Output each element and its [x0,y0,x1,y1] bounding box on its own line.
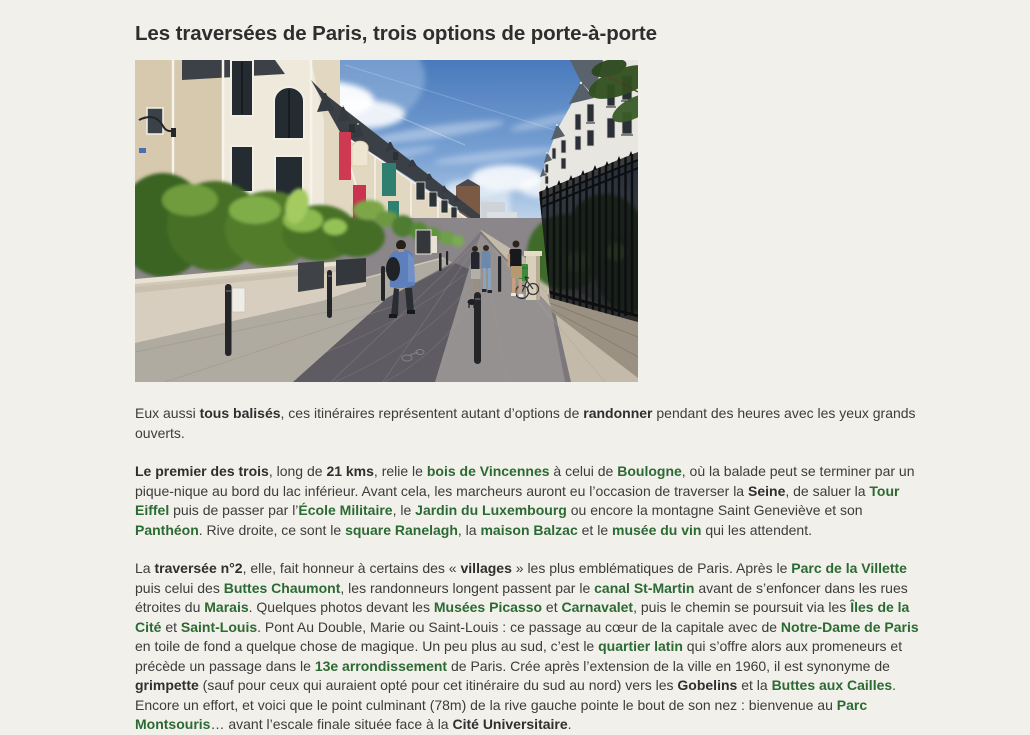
article-body [135,404,1030,735]
bold-text: randonner [583,405,653,421]
bold-text: Le premier des trois [135,463,269,479]
body-text: Eux aussi [135,405,200,421]
body-text: , le [392,502,416,518]
body-text: et le [577,521,612,538]
bold-text: tous balisés [199,405,281,421]
paragraph-traversee-2 [135,559,921,735]
bold-text: Cité Universitaire [452,716,568,732]
link-text[interactable]: Carnavalet [561,599,634,615]
link-text[interactable]: bois de Vincennes [426,463,550,479]
link-text[interactable]: Notre-Dame de Paris [780,618,919,635]
body-text: ou encore la montagne Saint Geneviève et son [566,502,863,518]
page-title: Les traversées de Paris, trois options de porte-à-porte [135,22,657,45]
body-text: qui les attendent. [701,521,812,538]
body-text: et la [737,677,772,693]
body-text: . Pont Au Double, Marie ou Saint-Louis : ce passage au cœur de la capitale avec de [257,618,781,635]
body-text: , où la balade peut se terminer par un pique-nique au bord du lac inférieur. Avant cela, les marcheurs auront eu l’occasion de traverser la [135,463,915,499]
body-text: et [542,599,562,615]
link-text[interactable]: Musées Picasso [433,599,543,615]
body-text: , relie le [373,463,427,479]
link-text[interactable]: canal St-Martin [594,579,695,596]
body-text: , de saluer la [785,482,870,499]
paragraph-intro [135,404,921,443]
body-text: , les randonneurs longent passent par le [340,579,595,596]
bold-text: Gobelins [677,677,738,693]
link-text[interactable]: École Militaire [298,502,393,518]
paris-street-illustration [135,60,638,382]
link-text[interactable]: 13e arrondissement [314,657,448,674]
link-text[interactable]: Îles de la Cité [135,599,910,635]
bold-text: 21 kms [326,463,374,479]
body-text: La [135,560,155,576]
link-text[interactable]: Panthéon [135,521,199,538]
body-text: » les plus emblématiques de Paris. Après le [511,560,792,576]
body-text: , puis le chemin se poursuit via les [633,599,851,615]
body-text: en toile de fond a quelque chose de magique. Un peu plus au sud, c’est le [135,638,599,654]
body-text: . [567,716,572,732]
body-text: , elle, fait honneur à certains des « [242,560,461,576]
bold-text: villages [460,560,512,576]
bold-text: Seine [748,482,786,499]
body-text: (sauf pour ceux qui auraient opté pour cet itinéraire du sud au nord) vers les [198,677,678,693]
body-text: qui s’offre alors aux promeneurs et précède un passage dans le [135,638,903,674]
link-text[interactable]: quartier latin [598,638,683,654]
bold-text: grimpette [135,677,199,693]
body-text: à celui de [549,463,618,479]
article-photo [135,60,638,382]
bold-text: traversée n°2 [154,560,243,576]
body-text: pendant des heures avec les yeux grands ouverts. [135,405,916,441]
body-text: . Rive droite, ce sont le [198,521,346,538]
link-text[interactable]: musée du vin [612,521,702,538]
body-text: et [161,618,181,635]
link-text[interactable]: Saint-Louis [180,618,258,635]
link-text[interactable]: maison Balzac [480,521,578,538]
body-text: puis celui des [135,579,224,596]
link-text[interactable]: Marais [204,599,249,615]
body-text: de Paris. Crée après l’extension de la ville en 1960, il est synonyme de [447,657,890,674]
body-text: , long de [268,463,327,479]
body-text: … avant l’escale finale située face à la [210,716,453,732]
body-text: avant de s’enfoncer dans les rues étroites du [135,579,908,615]
link-text[interactable]: Buttes Chaumont [223,579,341,596]
paragraph-traversee-1 [135,462,921,540]
body-text: puis de passer par l’ [169,502,299,518]
link-text[interactable]: Tour Eiffel [135,482,900,518]
link-text[interactable]: Boulogne [617,463,682,479]
link-text[interactable]: Jardin du Luxembourg [415,502,567,518]
body-text: , la [457,521,481,538]
link-text[interactable]: square Ranelagh [345,521,458,538]
body-text: , ces itinéraires représentent autant d’options de [280,405,584,421]
link-text[interactable]: Parc de la Villette [791,560,907,576]
body-text: . Encore un effort, et voici que le point culminant (78m) de la rive gauche pointe le bout de son nez : bienvenue au [135,677,897,713]
body-text: . Quelques photos devant les [248,599,434,615]
link-text[interactable]: Parc Montsouris [135,696,868,732]
link-text[interactable]: Buttes aux Cailles [771,677,893,693]
